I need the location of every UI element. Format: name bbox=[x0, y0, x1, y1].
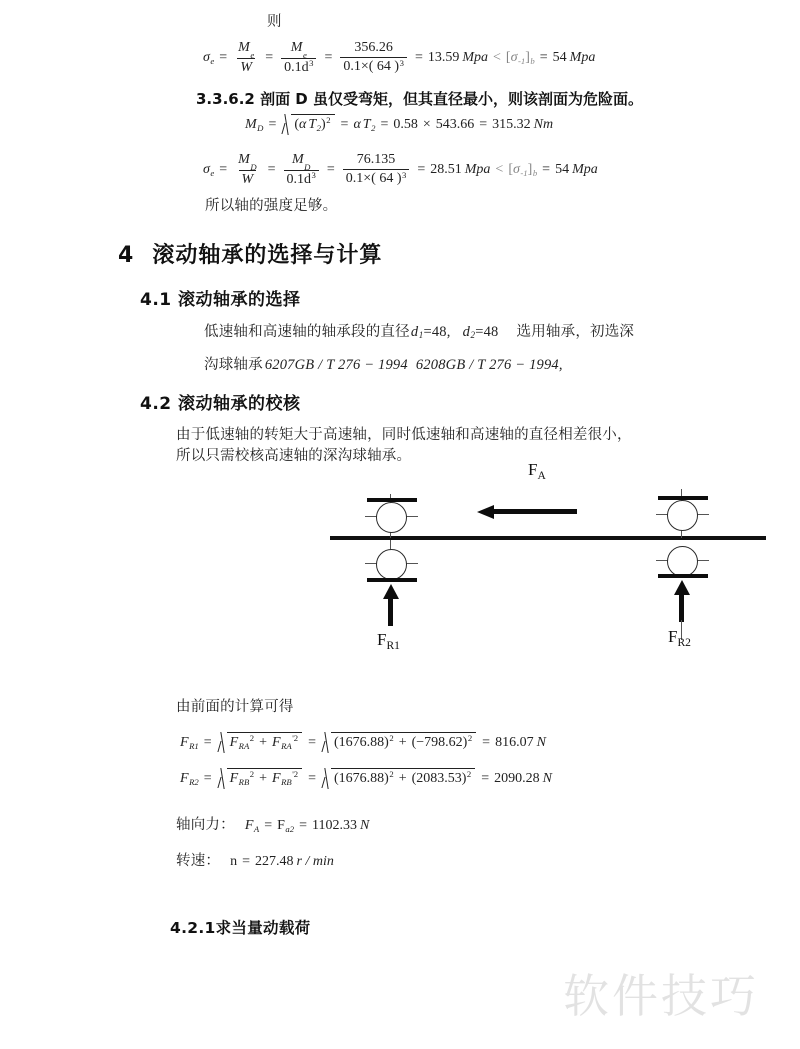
limit-sigma-2: σ bbox=[513, 161, 520, 177]
FA-symbol: F bbox=[528, 460, 538, 479]
denominator-W: W bbox=[240, 59, 253, 75]
FR1-term1-exp: 2 bbox=[249, 733, 255, 744]
FR1-term1: F bbox=[229, 735, 239, 750]
FR1-term2-sub: RA bbox=[281, 741, 292, 752]
d2-subscript: 2 bbox=[470, 330, 476, 341]
FR1-unit: N bbox=[536, 734, 546, 750]
numerator-MD2-sub: D bbox=[304, 161, 311, 172]
limit-sigma-1: σ bbox=[510, 49, 518, 65]
FA-lhs-sub: A bbox=[253, 823, 260, 834]
MD-val-a: 0.58 bbox=[393, 116, 418, 132]
FR2-unit: N bbox=[542, 770, 553, 786]
d1-symbol: d bbox=[410, 324, 419, 340]
radical-FR1-numeric: (1676.88) 2 + (−798.62) 2 bbox=[322, 732, 476, 753]
mid-alpha: α bbox=[353, 116, 361, 132]
d1-value: =48, bbox=[423, 324, 451, 340]
right-bearing-upper-ball bbox=[667, 500, 698, 531]
rotational-speed-line: 转速： n = 227.48 r / min bbox=[176, 851, 334, 872]
section-4-2-1-heading: 4.2.1求当量动载荷 bbox=[170, 919, 311, 937]
FR2-num1: (1676.88) bbox=[334, 771, 389, 786]
mid-T-sub: 2 bbox=[371, 122, 376, 133]
radical-FR2-numeric: (1676.88) 2 + (2083.53) 2 bbox=[322, 768, 475, 789]
numerator-M2: M bbox=[290, 40, 303, 55]
FR2-term1-exp: 2 bbox=[249, 769, 255, 780]
MD-val-b: 543.66 bbox=[435, 116, 475, 132]
FR2-symbol: F bbox=[668, 627, 678, 646]
numerator-M-sub: e bbox=[250, 49, 255, 60]
MD-lhs: M bbox=[245, 116, 257, 132]
ze-label: 则 bbox=[267, 14, 282, 30]
MD-result: 315.32 bbox=[492, 116, 531, 132]
FR1-lhs: F bbox=[180, 734, 189, 750]
numeric-numerator: 356.26 bbox=[354, 40, 393, 56]
MD-times: × bbox=[422, 116, 431, 132]
left-bearing-lower-race bbox=[367, 578, 417, 582]
FA-mid: F bbox=[277, 817, 285, 833]
limit-unit-2: Mpa bbox=[572, 161, 598, 177]
numeric-numerator-2: 76.135 bbox=[356, 152, 396, 168]
limit-open-2: [ bbox=[508, 161, 513, 177]
FR1-num2-exp: 2 bbox=[467, 733, 473, 744]
limit-value-2: 54 bbox=[555, 161, 570, 177]
FA-mid-sub: a2 bbox=[285, 823, 295, 834]
FA-subscript: A bbox=[537, 468, 546, 482]
results-lead-in: 由前面的计算可得 bbox=[176, 699, 294, 715]
radical-FR2-terms: F RB 2 + F RB '2 bbox=[218, 768, 303, 789]
section-4-1-line-1 bbox=[204, 322, 634, 343]
FR2-subscript: R2 bbox=[677, 635, 691, 649]
result-value-1: 13.59 bbox=[427, 49, 460, 65]
FA-result: 1102.33 bbox=[311, 817, 357, 833]
result-unit-1: Mpa bbox=[462, 49, 489, 65]
bearing-code-6208: 6208GB / T 276 − 1994, bbox=[415, 357, 563, 373]
FR1-result: 816.07 bbox=[495, 734, 534, 750]
limit-value-1: 54 bbox=[552, 49, 567, 65]
d2-value: =48 bbox=[475, 324, 499, 340]
radical-alphaT2: ( α T 2 ) 2 bbox=[282, 114, 334, 135]
n-result: 227.48 bbox=[255, 853, 294, 869]
reaction-force-arrow-FR2 bbox=[674, 580, 690, 622]
equation-MD: M D = ( α T 2 ) 2 = α T 2 = 0.58 × 543.66 = 315.32 Nm bbox=[245, 115, 554, 134]
FR1-term2-primeexp: '2 bbox=[292, 733, 299, 744]
FR2-num2: (2083.53) bbox=[411, 771, 467, 786]
result-unit-2: Mpa bbox=[464, 161, 491, 177]
section-4-2-para-line-2: 所以只需校核高速轴的深沟球轴承。 bbox=[176, 448, 412, 464]
section-4-2-para-line-1: 由于低速轴的转矩大于高速轴，同时低速轴和高速轴的直径相差很小， bbox=[176, 427, 632, 443]
numerator-M2-sub: e bbox=[302, 49, 307, 60]
limit-equals-1: = bbox=[539, 49, 548, 65]
radicand-T: T bbox=[308, 117, 317, 132]
axial-force-label: 轴向力： bbox=[176, 817, 235, 833]
FR2-result: 2090.28 bbox=[494, 770, 540, 786]
result-value-2: 28.51 bbox=[430, 161, 462, 177]
d1-subscript: 1 bbox=[418, 330, 424, 341]
FR1-num1-exp: 2 bbox=[389, 733, 394, 744]
denominator-exp: 3 bbox=[309, 58, 314, 69]
FR1-term2: F bbox=[272, 735, 281, 750]
equation-sigma-e-1: σ e = $\frac{M_e}{W}$ = $\frac{M_e}{0.1d^3}$ = $\frac{356.26}{0.1\times( 64 )^3}$ = 13.59 Mpa < [ σ -1 ] b = 54 Mpa bbox=[203, 40, 596, 75]
bearing-diameter-text: 低速轴和高速轴的轴承段的直径 bbox=[204, 324, 410, 340]
page-watermark: 软件技巧 bbox=[563, 969, 759, 1023]
d2-symbol: d bbox=[462, 324, 471, 340]
denominator-01d: 0.1d bbox=[284, 59, 309, 75]
FR2-lhs: F bbox=[180, 770, 189, 786]
reaction-force-arrow-FR1 bbox=[383, 584, 399, 626]
FA-unit: N bbox=[359, 817, 370, 833]
sigma-symbol-2: σ bbox=[203, 161, 210, 177]
denominator-W-2: W bbox=[241, 171, 254, 187]
FR2-term1-sub: RB bbox=[238, 777, 250, 788]
force-label-FR1 bbox=[377, 630, 400, 650]
section-4-title: 滚动轴承的选择与计算 bbox=[152, 243, 383, 268]
radicand-alpha: α bbox=[299, 117, 307, 132]
sigma-subscript-2: e bbox=[210, 167, 215, 178]
limit-sub2-1: b bbox=[530, 55, 535, 66]
force-label-FA bbox=[528, 460, 546, 480]
section-4-1-heading: 4.1 滚动轴承的选择 bbox=[140, 290, 301, 310]
force-label-FR2 bbox=[668, 627, 691, 647]
axial-force-arrow-left bbox=[477, 504, 577, 518]
FR1-subscript: R1 bbox=[386, 638, 400, 652]
limit-close-2: ] bbox=[527, 161, 533, 177]
denominator-01d-2: 0.1d bbox=[286, 171, 312, 187]
FA-lhs: F bbox=[244, 817, 254, 833]
bearing-code-6207: 6207GB / T 276 − 1994 bbox=[264, 357, 408, 373]
axial-force-line: 轴向力： F A = F a2 = 1102.33 N bbox=[176, 815, 369, 836]
radical-FR1-terms: F RA 2 + F RA '2 bbox=[218, 732, 303, 753]
FR2-num1-exp: 2 bbox=[389, 769, 394, 780]
FR2-term2-sub: RB bbox=[281, 777, 292, 788]
radicand-T-sub: 2 bbox=[316, 123, 322, 134]
limit-sub2-2: b bbox=[532, 167, 538, 178]
mid-T: T bbox=[362, 116, 371, 132]
denominator-exp-2: 3 bbox=[311, 170, 316, 181]
shaft-centerline bbox=[330, 536, 766, 540]
FR1-term1-sub: RA bbox=[238, 741, 250, 752]
speed-label: 转速： bbox=[176, 853, 221, 869]
FR1-num1: (1676.88) bbox=[334, 735, 389, 750]
MD-unit: Nm bbox=[533, 116, 554, 132]
limit-sub-1: -1 bbox=[518, 55, 526, 66]
FR2-num2-exp: 2 bbox=[466, 769, 472, 780]
sigma-symbol: σ bbox=[203, 49, 210, 65]
limit-equals-2: = bbox=[542, 161, 551, 177]
select-bearing-text: 选用轴承，初选深 bbox=[516, 324, 635, 340]
left-bearing-upper-race bbox=[367, 498, 417, 502]
FR1-num2: (−798.62) bbox=[411, 735, 468, 750]
right-bearing-upper-race bbox=[658, 496, 708, 500]
section-4-number: 4 bbox=[118, 243, 135, 268]
numerator-M: M bbox=[238, 40, 250, 55]
numeric-denominator-exp: 3 bbox=[399, 57, 404, 68]
FR2-term2-primeexp: '2 bbox=[292, 769, 299, 780]
FR1-symbol: F bbox=[377, 630, 387, 649]
limit-open-1: [ bbox=[505, 49, 511, 65]
numerator-MD-sub: D bbox=[250, 161, 257, 172]
FR1-lhs-sub: R1 bbox=[189, 740, 199, 751]
right-bearing-lower-ball bbox=[667, 546, 698, 577]
equation-FR1: F R1 = F RA 2 + F RA '2 = (1676.88) 2 + (−798.62) 2 = 816.07 N bbox=[180, 733, 546, 752]
n-symbol: n bbox=[230, 853, 238, 869]
compare-operator-1: < bbox=[493, 49, 501, 65]
limit-unit-1: Mpa bbox=[569, 49, 596, 65]
radicand-exp: 2 bbox=[326, 115, 331, 126]
deep-groove-text: 沟球轴承 bbox=[204, 357, 263, 373]
numeric-denominator-exp-2: 3 bbox=[402, 169, 407, 180]
strength-conclusion: 所以轴的强度足够。 bbox=[205, 198, 338, 214]
numeric-denominator: 0.1×( 64 ) bbox=[343, 59, 400, 75]
section-4-2-heading: 4.2 滚动轴承的校核 bbox=[140, 394, 301, 414]
numerator-MD2: M bbox=[291, 152, 304, 167]
limit-close-1: ] bbox=[525, 49, 530, 65]
numeric-denominator-2: 0.1×( 64 ) bbox=[345, 171, 402, 187]
MD-lhs-sub: D bbox=[257, 122, 264, 133]
limit-sub-2: -1 bbox=[520, 167, 528, 178]
equation-FR2: F R2 = F RB 2 + F RB '2 = (1676.88) 2 + (2083.53) 2 = 2090.28 N bbox=[180, 769, 553, 788]
sigma-subscript: e bbox=[210, 55, 215, 66]
section-4-1-line-2 bbox=[204, 355, 563, 376]
heading-3-3-6-2: 3.3.6.2 剖面 D 虽仅受弯矩，但其直径最小，则该剖面为危险面。 bbox=[196, 90, 643, 108]
FR2-term1: F bbox=[229, 771, 239, 786]
compare-operator-2: < bbox=[495, 161, 504, 177]
numerator-MD: M bbox=[238, 152, 250, 167]
FR2-lhs-sub: R2 bbox=[189, 776, 199, 787]
left-bearing-upper-ball bbox=[376, 502, 407, 533]
equation-sigma-e-2: σ e = $\frac{M_D}{W}$ = $\frac{M_D}{0.1d^3}$ = $\frac{76.135}{0.1\times( 64 )^3}$ = 28.51 Mpa < [ σ -1 ] b = 54 Mpa bbox=[203, 152, 598, 187]
FR2-term2: F bbox=[272, 771, 281, 786]
right-bearing-lower-race bbox=[658, 574, 708, 578]
n-unit: r / min bbox=[296, 853, 334, 869]
left-bearing-lower-ball bbox=[376, 549, 407, 580]
